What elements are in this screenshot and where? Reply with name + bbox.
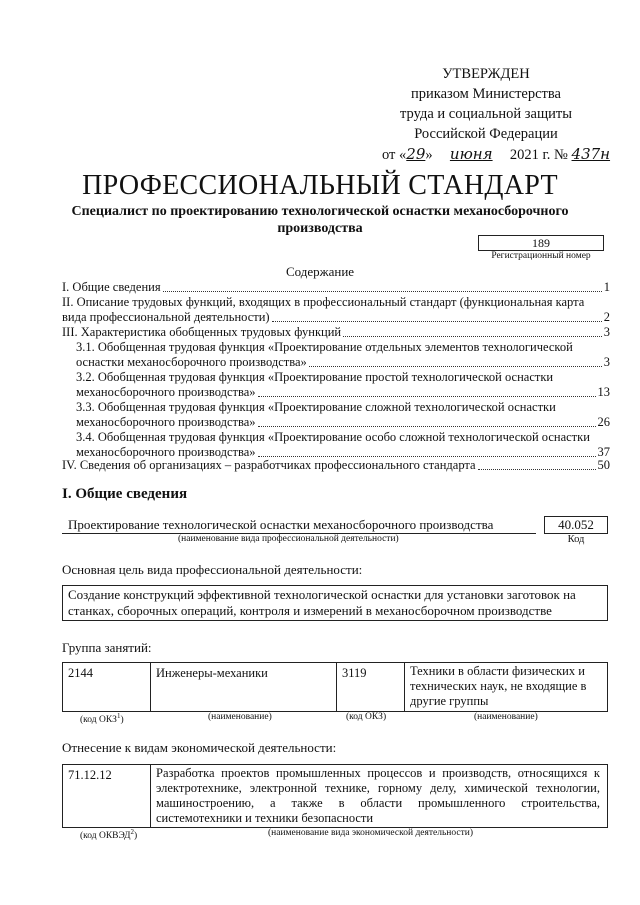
goal-line-2: станках, сборочных операций, контроля и измерений в механосборочном производстве <box>68 603 552 618</box>
toc-entry-text-cont: оснастки механосборочного производства» <box>76 355 307 369</box>
document-subtitle: Специалист по проектированию технологической оснастки механосборочного производства <box>71 204 569 236</box>
okved-divider <box>150 764 151 827</box>
approval-line-2: приказом Министерства <box>411 86 561 102</box>
group-divider-2 <box>336 662 337 711</box>
date-mid: » <box>425 147 433 163</box>
toc-entry-3[interactable] <box>62 325 610 340</box>
toc-entry-3-1[interactable] <box>76 340 610 370</box>
group-label: Группа занятий: <box>62 640 152 655</box>
toc-entry-page: 26 <box>597 415 610 429</box>
toc-entry-text-cont: механосборочного производства» <box>76 445 256 459</box>
toc-entry-page: 2 <box>603 310 610 324</box>
toc-entry-text-cont: механосборочного производства» <box>76 415 256 429</box>
caption-okz-2: (код ОКЗ) <box>346 712 387 722</box>
activity-code: 40.052 <box>558 517 594 532</box>
date-year: 2021 г. № <box>509 147 568 163</box>
toc-entry-text: I. Общие сведения <box>62 280 161 294</box>
toc-entry-page: 3 <box>603 355 610 369</box>
toc-entry-text: 3.1. Обобщенная трудовая функция «Проектирование отдельных элементов технологической <box>76 340 573 354</box>
group-name-2: Техники в области физических и технических наук, не входящие в другие группы <box>410 664 587 708</box>
toc-entry-text-cont: механосборочного производства» <box>76 385 256 399</box>
caption-okved-code: (код ОКВЭД$^2$) <box>80 828 138 842</box>
approval-block <box>372 64 611 165</box>
approval-date <box>382 144 611 165</box>
toc-entry-3-2[interactable] <box>76 370 610 400</box>
approval-line-1: УТВЕРЖДЕН <box>442 66 530 82</box>
registration-label: Регистрационный номер <box>491 251 591 261</box>
goal-text <box>68 587 576 619</box>
toc-entry-3-3[interactable] <box>76 400 610 430</box>
toc-entry-page: 3 <box>603 325 610 339</box>
okved-label: Отнесение к видам экономической деятельности: <box>62 740 337 755</box>
toc-entry-page: 50 <box>597 458 610 472</box>
toc-entry-4[interactable] <box>62 458 610 473</box>
goal-label: Основная цель вида профессиональной деятельности: <box>62 562 363 577</box>
toc-entry-page: 13 <box>597 385 610 399</box>
toc-entry-text: 3.2. Обобщенная трудовая функция «Проектирование простой технологической оснастки <box>76 370 554 384</box>
toc-entry-1[interactable] <box>62 280 610 295</box>
toc-entry-text-cont: вида профессиональной деятельности) <box>62 310 270 324</box>
toc-entry-text: II. Описание трудовых функций, входящих в профессиональный стандарт (функциональная карта <box>62 295 585 309</box>
toc-entry-page: 37 <box>597 445 610 459</box>
activity-caption: (наименование вида профессиональной деятельности) <box>178 534 399 544</box>
caption-okz-1: (код ОКЗ$^1$) <box>80 712 124 726</box>
approval-line-4: Российской Федерации <box>414 126 558 142</box>
activity-code-label: Код <box>567 534 585 545</box>
document-title: ПРОФЕССИОНАЛЬНЫЙ СТАНДАРТ <box>82 170 558 201</box>
toc-entry-text: 3.4. Обобщенная трудовая функция «Проектирование особо сложной технологической оснастки <box>76 430 590 444</box>
okved-description: Разработка проектов промышленных процессов и производств, относящихся к электротехнике, электронной технике, горному делу, химической технологии, машиностроению, а также в области промышленного строительства, системотехники и техники безопасности <box>156 766 600 825</box>
toc-entry-3-4[interactable] <box>76 430 610 460</box>
date-prefix: от « <box>382 147 407 163</box>
order-number: 437н <box>571 145 611 163</box>
section-1-heading: I. Общие сведения <box>62 486 188 502</box>
goal-line-1: Создание конструкций эффективной технологической оснастки для установки заготовок на <box>68 587 576 602</box>
group-divider-1 <box>150 662 151 711</box>
toc-entry-text: IV. Сведения об организациях – разработчиках профессионального стандарта <box>62 458 476 472</box>
caption-okved-name: (наименование вида экономической деятельности) <box>268 828 473 838</box>
registration-number: 189 <box>478 235 604 251</box>
activity-name: Проектирование технологической оснастки механосборочного производства <box>68 517 494 532</box>
toc-heading: Содержание <box>285 264 355 279</box>
date-day: 29 <box>406 145 426 163</box>
caption-name-2: (наименование) <box>474 712 538 722</box>
caption-name-1: (наименование) <box>208 712 272 722</box>
date-month: июня <box>449 145 493 163</box>
approval-line-3: труда и социальной защиты <box>400 106 572 122</box>
toc-entry-text: III. Характеристика обобщенных трудовых функций <box>62 325 342 339</box>
toc-entry-2[interactable] <box>62 295 610 325</box>
group-name-1: Инженеры-механики <box>156 666 268 680</box>
group-divider-3 <box>404 662 405 711</box>
group-code-2: 3119 <box>342 666 367 680</box>
group-code-1: 2144 <box>68 666 93 680</box>
okved-code: 71.12.12 <box>68 768 112 782</box>
toc-entry-text: 3.3. Обобщенная трудовая функция «Проектирование сложной технологической оснастки <box>76 400 556 414</box>
toc-entry-page: 1 <box>603 280 610 294</box>
